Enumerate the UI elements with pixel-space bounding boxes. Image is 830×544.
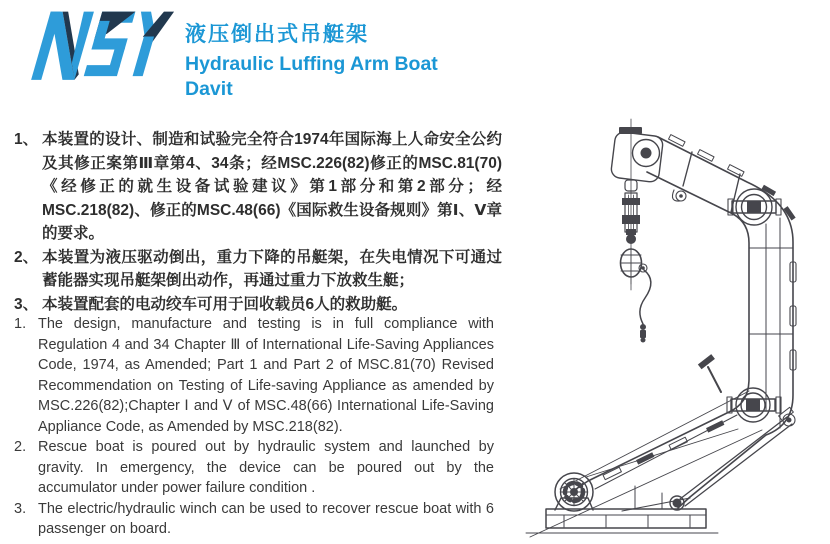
list-item — [14, 293, 502, 317]
title-block — [185, 22, 438, 102]
page-title-english-line2: Davit — [185, 78, 233, 100]
item-marker: 1、 — [14, 131, 39, 148]
page-title-chinese: 液压倒出式吊艇架 — [185, 23, 369, 46]
list-item — [14, 314, 494, 437]
davit-drawing-icon — [500, 112, 830, 544]
item-text: 本装置的设计、制造和试验完全符合1974年国际海上人命安全公约及其修正案第Ⅲ章第4、34条；经MSC.226(82)修正的MSC.81(70)《经修正的就生设备试验建议》第1部分和第2部分；经MSC.218(82)、修正的MSC.48(66)《国际救生设备规则》第Ⅰ、Ⅴ章的要求。 — [42, 131, 502, 242]
nsy-logo — [25, 8, 177, 94]
item-text: Rescue boat is poured out by hydraulic system and launched by gravity. In emergency, the device can be poured out by the accumulator under power failure condition . — [38, 439, 494, 496]
chinese-spec-list — [14, 128, 502, 316]
item-marker: 2、 — [14, 248, 39, 266]
item-text: 本装置配套的电动绞车可用于回收载员6人的救助艇。 — [42, 295, 408, 313]
item-marker: 2. — [14, 439, 27, 455]
item-marker: 3. — [14, 500, 27, 517]
page-title-english — [185, 52, 438, 102]
english-spec-list — [14, 314, 494, 540]
page-title-english-line1: Hydraulic Luffing Arm Boat — [185, 53, 438, 75]
item-text: The electric/hydraulic winch can be used to recover rescue boat with 6 passenger on board. — [38, 500, 494, 537]
list-item — [14, 128, 502, 246]
item-marker: 1. — [14, 316, 27, 332]
davit-technical-drawing — [500, 112, 830, 544]
item-marker: 3、 — [14, 295, 39, 313]
item-text: 本装置为液压驱动倒出，重力下降的吊艇架，在失电情况下可通过蓄能器实现吊艇架倒出动作，再通过重力下放救生艇； — [42, 248, 502, 289]
list-item — [14, 246, 502, 293]
item-text: The design, manufacture and testing is in full compliance with Regulation 4 and 34 Chapter Ⅲ of International Life-Saving Appliances Code, 1974, as Amended; Part 1 and Part 2 of MSC.81(70) Revised Recommendation on Testing of Life-saving Appliance as amended by MSC.226(82);Chapter Ⅰ and Ⅴ of MSC.48(66) International Life-Saving Appliance Code, as Amended by MSC.218(82). — [38, 316, 494, 435]
nsy-logo-icon — [25, 8, 177, 85]
list-item — [14, 437, 494, 499]
list-item — [14, 499, 494, 540]
